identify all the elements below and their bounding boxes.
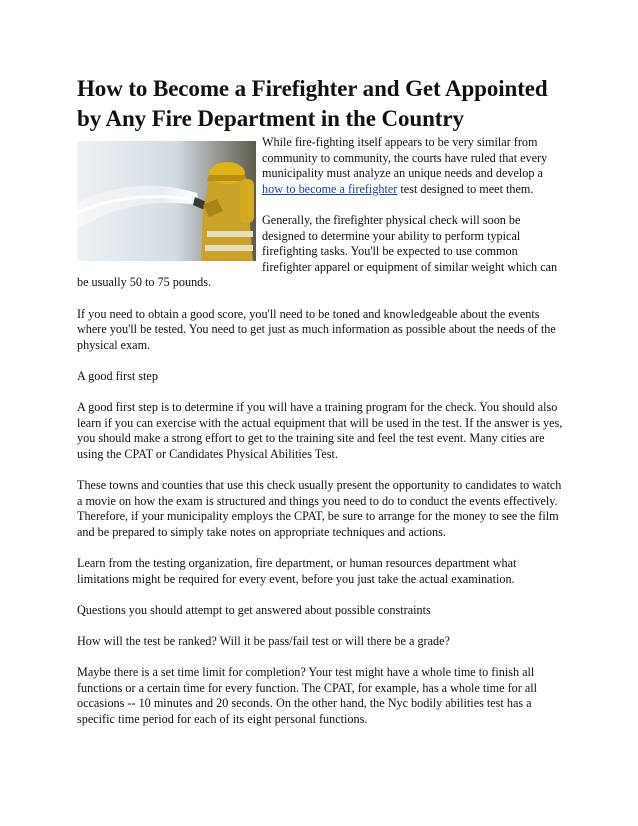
paragraph-good-score: If you need to obtain a good score, you'll need to be toned and knowledgeable about the events where you'll be tested. You need to get just as much information as possible about the needs of the physical exam. (77, 306, 556, 352)
firefighter-test-link[interactable]: how to become a firefighter (262, 181, 398, 196)
section-heading-good-first-step: A good first step (77, 368, 158, 383)
paragraph-intro: While fire-fighting itself appears to be very similar from community to community, the courts have ruled that every municipality must analyze an unique needs and develop a how to become a firefighter test designed to meet them. (262, 135, 548, 196)
firefighter-illustration (77, 141, 256, 261)
paragraph-cpat-movie: These towns and counties that use this check usually present the opportunity to candidates to watch a movie on how the exam is structured and things you need to do to conduct the events effectively. Therefore, if your municipality employs the CPAT, be sure to arrange for the money to see the film and be prepared to simply take notes on appropriate techniques and actions. (77, 478, 562, 539)
document-page (77, 74, 565, 743)
paragraph-physical-check: Generally, the firefighter physical check will soon be designed to determine your ability to perform typical firefighting tasks. You'll be expected to use common firefighter apparel or equipment of similar weight which can be usually 50 to 75 pounds. (77, 212, 558, 290)
section-heading-constraints: Questions you should attempt to get answered about possible constraints (77, 602, 431, 617)
paragraph-training-program: A good first step is to determine if you will have a training program for the check. You should also learn if you can exercise with the actual equipment that will be used in the test. If the answer is yes, you should make a strong effort to get to the training site and feel the test event. Many cities are using the CPAT or Candidates Physical Abilities Test. (77, 400, 563, 461)
document-body (77, 135, 565, 728)
document-title: How to Become a Firefighter and Get Appointed by Any Fire Department in the Country (77, 76, 548, 131)
paragraph-limitations: Learn from the testing organization, fire department, or human resources department what limitations might be required for every event, before you just take the actual examination. (77, 556, 517, 586)
firefighter-photo (77, 141, 256, 261)
paragraph-ranking-question: How will the test be ranked? Will it be pass/fail test or will there be a grade? (77, 634, 450, 648)
paragraph-time-limit: Maybe there is a set time limit for completion? Your test might have a whole time to finish all functions or a certain time for every function. The CPAT, for example, has a whole time for all occasions -- 10 minutes and 20 seconds. On the other hand, the Nyc bodily abilities test has a specific time period for each of its eight personal functions. (77, 665, 538, 726)
